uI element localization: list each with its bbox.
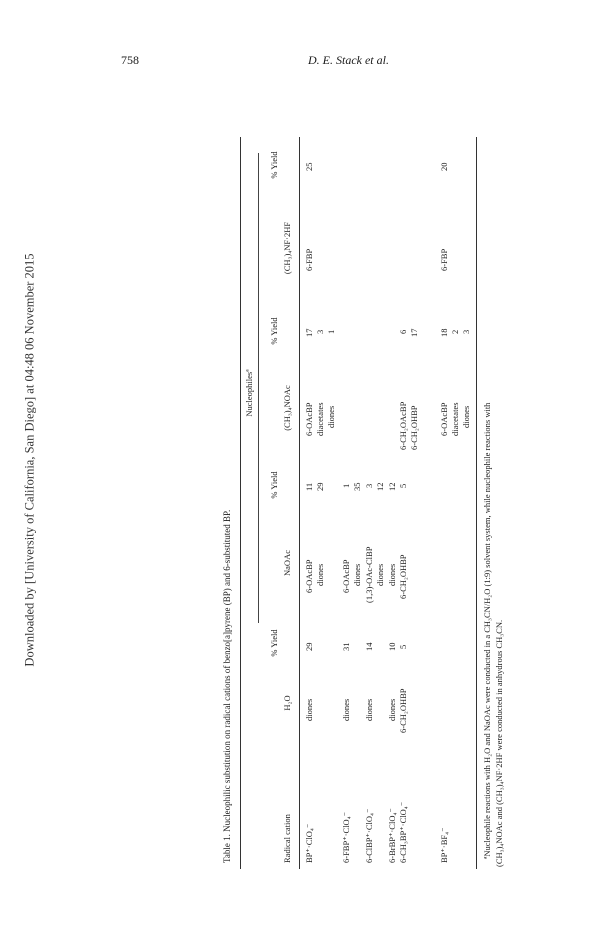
- row1-yield3-c: 1: [326, 329, 336, 334]
- row1-me4nf: 6-FBP: [304, 248, 314, 271]
- row2-yield2-a: 1: [341, 483, 351, 488]
- row5-yield2-a: 5: [398, 483, 408, 488]
- col-radical-cation: Radical cation: [282, 814, 292, 863]
- row4-yield1: 10: [387, 642, 397, 651]
- row5-yield3-b: 17: [409, 328, 419, 337]
- row4-yield2-a: 12: [387, 482, 397, 491]
- bottom-rule: [476, 137, 477, 869]
- row2-h2o: diones: [341, 698, 351, 721]
- group-header: Nucleophilesª: [244, 369, 254, 417]
- row5-h2o: 6-CH₂OHBP: [398, 688, 408, 733]
- row1-naoac-a: 6-OAcBP: [304, 559, 314, 593]
- row1-naoac-b: diones: [315, 563, 325, 586]
- row1-yield2-b: 29: [315, 482, 325, 491]
- table-caption: Table 1. Nucleophilic substitution on radical cations of benzo[a]pyrene (BP) and 6-substituted BP.: [222, 509, 232, 863]
- row1-cation: BP⁺·ClO₄⁻: [304, 823, 314, 863]
- row4-cation: 6-BrBP⁺·ClO₄⁻: [387, 808, 397, 863]
- col-yield2: % Yield: [269, 471, 279, 499]
- row6-me4noac-b: diacetates: [450, 402, 460, 436]
- row1-yield2-a: 11: [304, 482, 314, 491]
- table-footnote-line2: (CH₃)₄NOAc and (CH₃)₄NF·2HF were conducted in anhydrous CH₃CN.: [494, 619, 504, 867]
- running-head: D. E. Stack et al.: [308, 53, 389, 67]
- row1-yield1: 29: [304, 642, 314, 651]
- row3-naoac-b: diones: [375, 563, 385, 586]
- row1-yield3-a: 17: [304, 328, 314, 337]
- row6-yield3-a: 18: [439, 328, 449, 337]
- row6-me4noac-c: diones: [461, 405, 471, 428]
- top-rule: [240, 137, 241, 869]
- row1-me4noac-a: 6-OAcBP: [304, 402, 314, 436]
- col-me4noac: (CH₃)₄NOAc: [282, 385, 292, 431]
- row6-me4noac-a: 6-OAcBP: [439, 402, 449, 436]
- row4-h2o: diones: [387, 698, 397, 721]
- row3-yield1: 14: [364, 642, 374, 651]
- row5-cation: 6-CH₃BP⁺·ClO₄⁻: [398, 801, 408, 863]
- row6-cation: BP⁺·BF₄⁻: [439, 827, 449, 863]
- row2-naoac-b: diones: [352, 563, 362, 586]
- row3-naoac-a: (1,3)-OAc-ClBP: [364, 546, 374, 603]
- row2-yield2-b: 35: [352, 482, 362, 491]
- watermark-text: Downloaded by [University of California, San Diego] at 04:48 06 November 2015: [22, 253, 37, 667]
- row1-yield3-b: 3: [315, 329, 325, 334]
- col-yield4: % Yield: [269, 151, 279, 179]
- col-naoac: NaOAc: [282, 550, 292, 576]
- col-me4nf: (CH₃)₄NF·2HF: [282, 221, 292, 275]
- table-footnote-line1: ªNucleophile reactions with H₂O and NaOAc were conducted in a CH₃CN/H₂O (1:9) solvent system, while nucleophile reactions with: [482, 402, 492, 859]
- row1-h2o: diones: [304, 698, 314, 721]
- row5-me4noac-a: 6-CH₂OAcBP: [398, 401, 408, 450]
- row6-yield3-c: 3: [461, 329, 471, 334]
- row5-yield3-a: 6: [398, 329, 408, 334]
- row2-cation: 6-FBP⁺·ClO₄⁻: [341, 811, 351, 863]
- col-yield3: % Yield: [269, 317, 279, 345]
- row1-yield4: 25: [304, 162, 314, 171]
- col-yield1: % Yield: [269, 629, 279, 657]
- row4-naoac-a: diones: [387, 563, 397, 586]
- row5-yield1: 5: [398, 644, 408, 649]
- row3-cation: 6-ClBP⁺·ClO₄⁻: [364, 808, 374, 863]
- row5-me4noac-b: 6-CH₂OHBP: [409, 405, 419, 450]
- row1-me4noac-c: diones: [326, 405, 336, 428]
- row2-naoac-a: 6-OAcBP: [341, 559, 351, 593]
- row5-naoac-a: 6-CH₂OHBP: [398, 554, 408, 599]
- row3-yield2-a: 3: [364, 483, 374, 488]
- page-number: 758: [121, 53, 139, 67]
- rotated-table: [218, 123, 508, 883]
- row6-yield3-b: 2: [450, 329, 460, 334]
- row1-me4noac-b: diacetates: [315, 402, 325, 436]
- row6-me4nf: 6-FBP: [439, 248, 449, 271]
- row6-yield4: 20: [439, 162, 449, 171]
- header-rule: [299, 137, 300, 869]
- row3-h2o: diones: [364, 698, 374, 721]
- row2-yield1: 31: [341, 642, 351, 651]
- row3-yield2-b: 12: [375, 482, 385, 491]
- col-h2o: H₂O: [282, 695, 292, 711]
- group-rule: [258, 153, 259, 623]
